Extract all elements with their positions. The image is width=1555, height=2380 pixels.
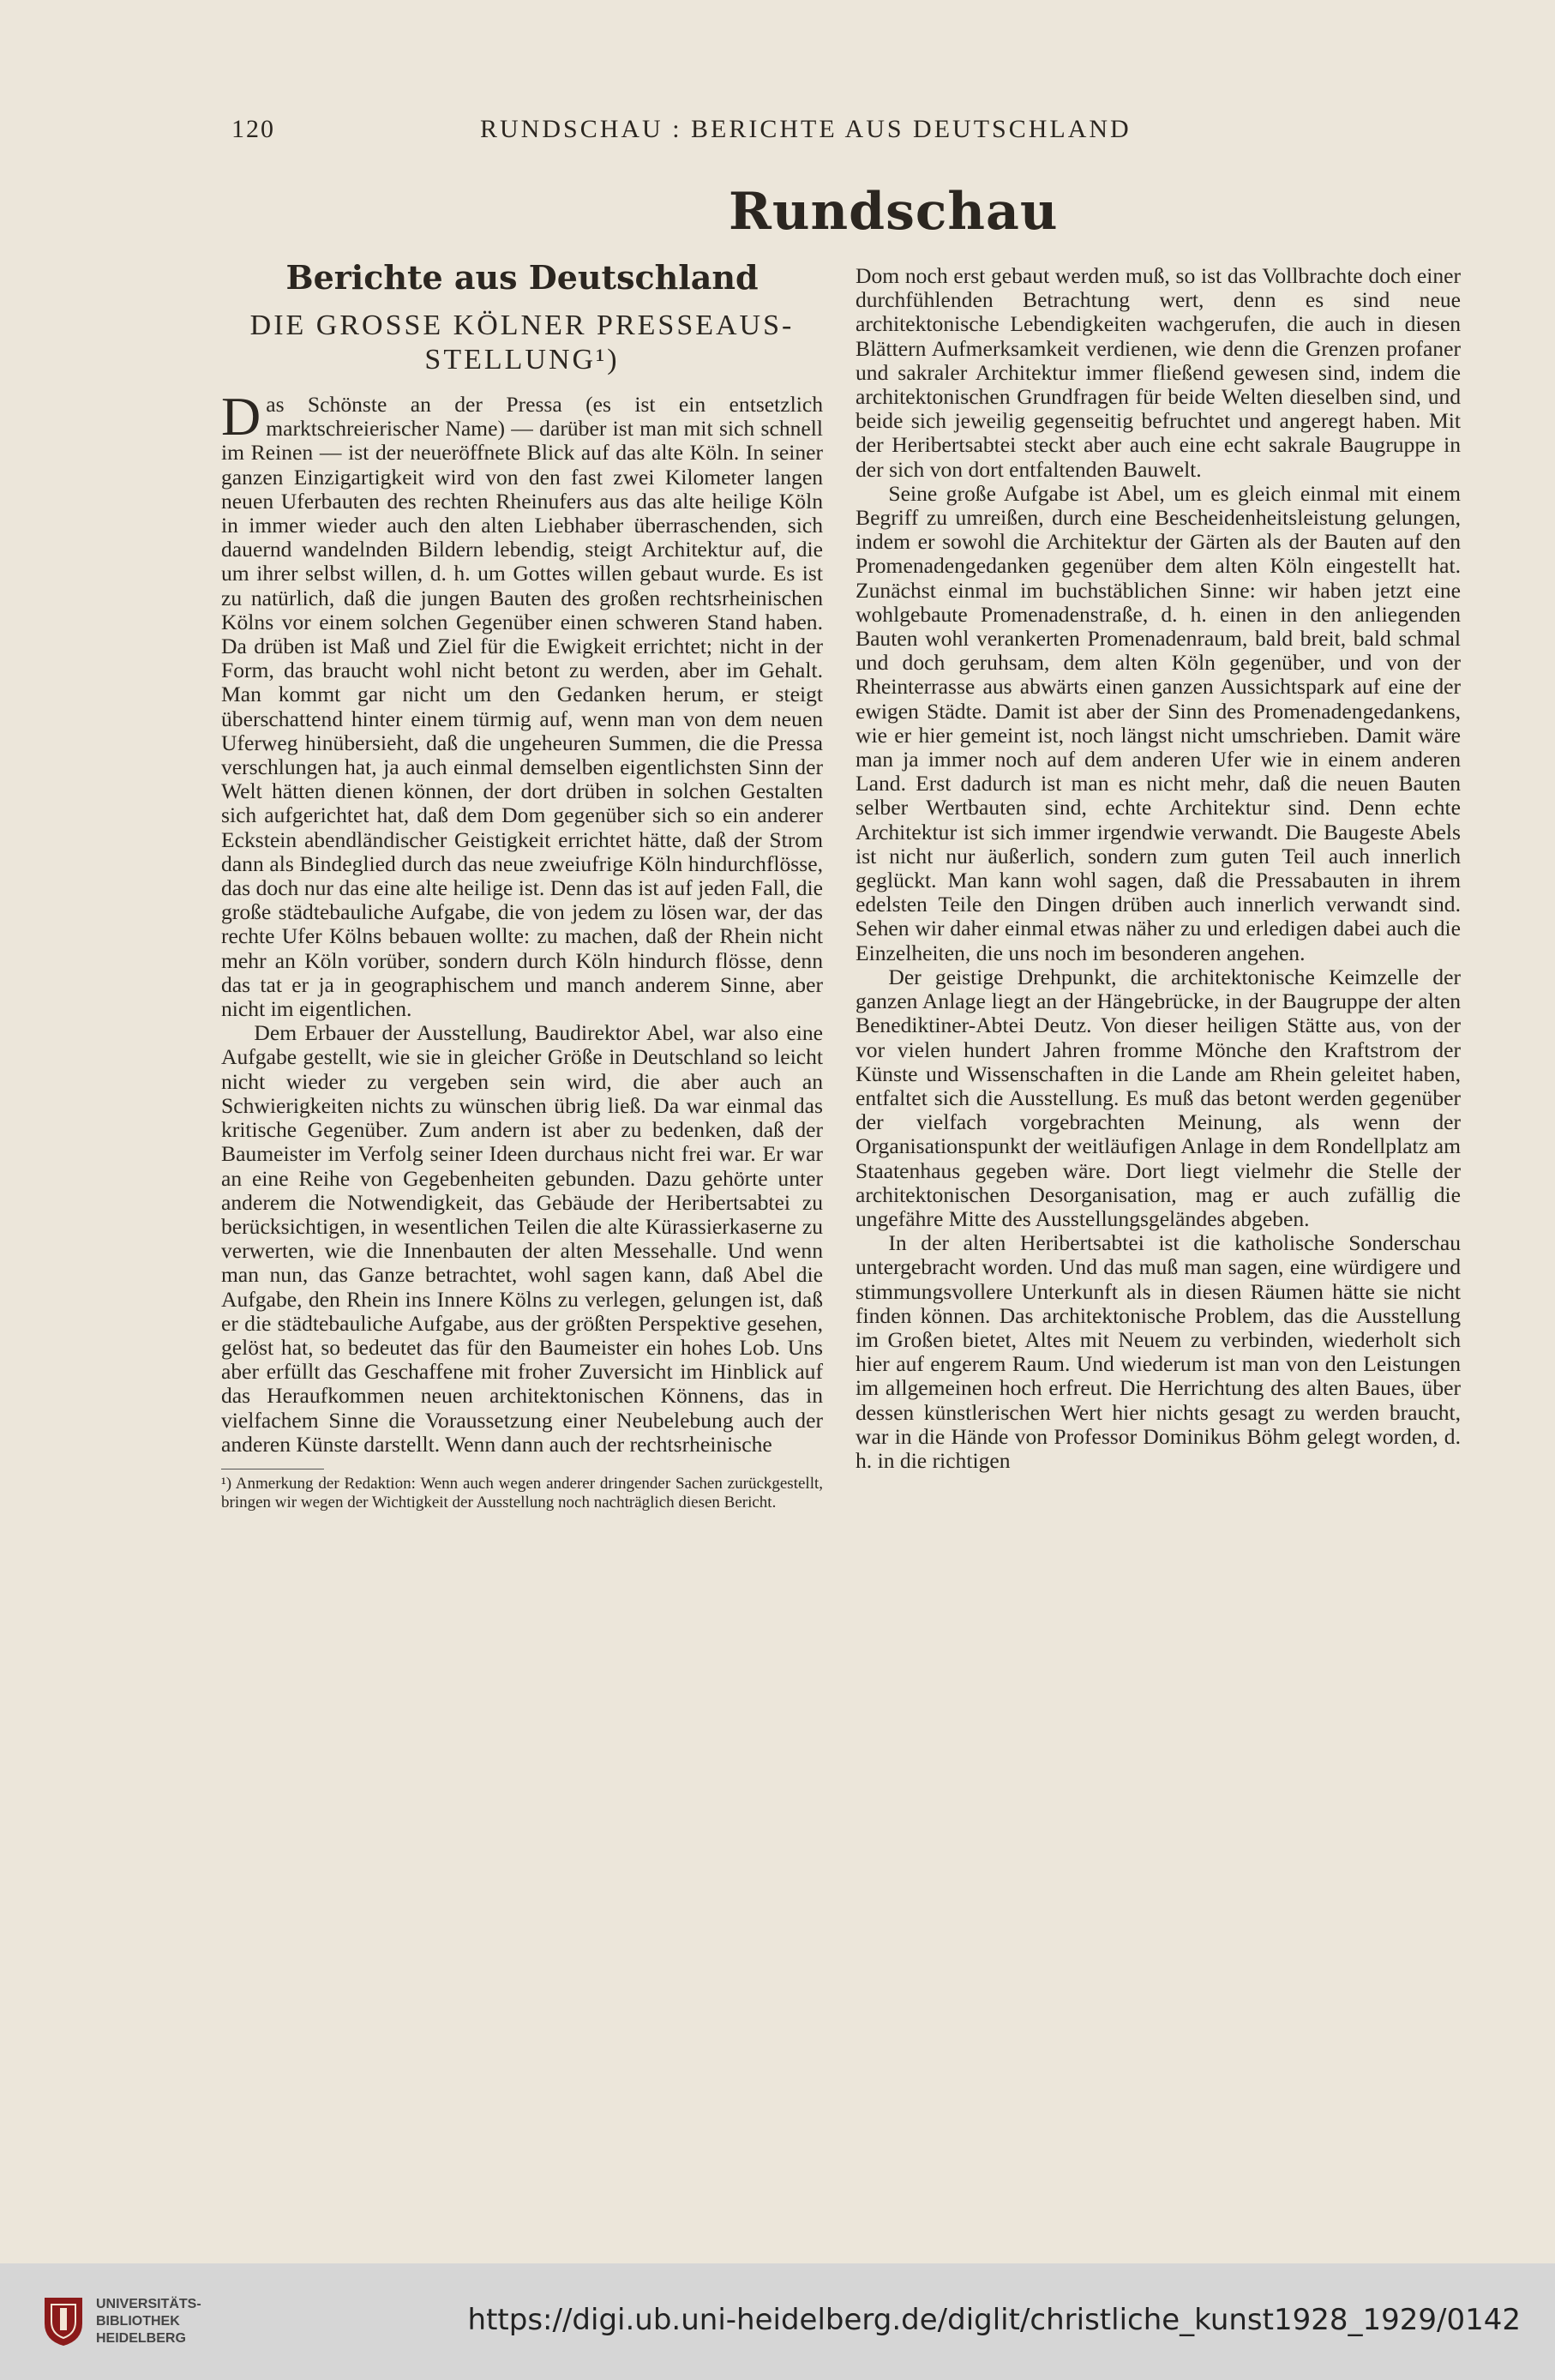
institution-name (96, 2296, 201, 2347)
paragraph: Dem Erbauer der Ausstellung, Baudirektor Abel, war also eine Aufgabe gestellt, wie sie in gleicher Größe in Deutschland so leicht nicht wieder zu vergeben sein wird, die aber auch an Schwierigkeiten nichts zu wünschen übrig ließ. Da war einmal das kritische Gegenüber. Zum andern ist aber zu bedenken, daß der Baumeister im Verfolg seiner Ideen durchaus nicht frei war. Er war an eine Reihe von Gegebenheiten gebunden. Dazu gehörte unter anderem die Notwendigkeit, das Gebäude der Heribertsabtei zu berücksichtigen, in wesentlichen Teilen die alte Kürassierkaserne zu verwerten, wie die Innenbauten der alten Messehalle. Und wenn man nun, das Ganze betrachtet, wohl sagen kann, daß Abel die Aufgabe, den Rhein ins Innere Kölns zu verlegen, gelungen ist, daß er die städtebauliche Aufgabe, aus der größten Perspektive gesehen, gelöst hat, so bedeutet das für den Baumeister ein hohes Lob. Uns aber erfüllt das Geschaffene mit froher Zuversicht im Hinblick auf das Heraufkommen neuen architektonischen Könnens, das in vielfachem Sinne die Voraussetzung einer Neubelebung auch der anderen Künste darstellt. Wenn dann auch der rechtsrheinische (221, 1020, 823, 1457)
institution-line: UNIVERSITÄTS- (96, 2297, 201, 2311)
article-heading: Berichte aus Deutschland (285, 258, 759, 297)
paragraph: Seine große Aufgabe ist Abel, um es gleich einmal mit einem Begriff zu umreißen, durch eine Bescheidenheitsleistung gelungen, indem er sowohl die Architektur der Gärten als der Bauten auf den Promenadengedanken gegenüber dem alten Köln eingestellt hat. Zunächst einmal im buchstäblichen Sinne: wir haben jetzt eine wohlgebaute Promenadenstraße, d. h. einen in den anliegenden Bauten wohl verankerten Promenadenraum, bald breit, bald schmal und doch geruhsam, dem alten Köln gegenüber, und von der Rheinterrasse aus abwärts einen ganzen Aussichtspark auf eine der ewigen Städte. Damit ist aber der Sinn des Promenadengedankens, wie er hier gemeint ist, noch längst nicht umschrieben. Damit wäre man ja immer noch auf dem anderen Ufer wie in einem anderen Land. Erst dadurch ist man es nicht mehr, daß die neuen Bauten selber Wertbauten sind, echte Architektur sind. Denn echte Architektur ist sich immer irgendwie verwandt. Die Baugeste Abels ist nicht nur äußerlich, sondern zum guten Teil auch innerlich geglückt. Man kann wohl sagen, daß die Pressabauten in ihrem edelsten Teile den Dingen drüben auch innerlich verwandt sind. Sehen wir daher einmal etwas näher zu und erledigen dabei auch die Einzelheiten, die uns noch im besonderen angehen. (856, 480, 1461, 965)
footnote: ¹) Anmerkung der Redaktion: Wenn auch wegen anderer dringender Sachen zurückgestellt, bringen wir wegen der Wichtigkeit der Ausstellung noch nachträglich diesen Bericht. (221, 1474, 823, 1512)
paragraph (221, 386, 823, 1022)
right-column (856, 264, 1461, 1473)
paragraph: Dom noch erst gebaut werden muß, so ist das Vollbrachte doch einer durchfühlenden Betrachtung wert, denn es sind neue architektonische Lebendigkeiten wachgerufen, die auch in diesen Blättern Aufmerksamkeit verdienen, wie denn die Grenzen profaner und sakraler Architektur immer fließend gewesen sind, indem die architektonischen Grundfragen für beide Welten dieselben sind, und beide sich jeweilig gegenseitig befruchtet und angeregt haben. Mit der Heribertsabtei steckt aber auch eine echt sakrale Baugruppe in der sich von dort entfaltenden Bauwelt. (856, 263, 1461, 482)
university-seal-icon (41, 2294, 86, 2347)
institution-line: HEIDELBERG (96, 2331, 186, 2346)
left-column (221, 257, 823, 1512)
paragraph: Der geistige Drehpunkt, die architektonische Keimzelle der ganzen Anlage liegt an der Hängebrücke, in der Baugruppe der alten Benediktiner-Abtei Deutz. Von dieser heiligen Stätte aus, von der vor vielen hundert Jahren fromme Mönche den Kraftstrom der Künste und Wissenschaften in die Lande am Rhein geleitet haben, entfaltet sich die Ausstellung. Es muß das betont werden gegenüber der vielfach vorgebrachten Meinung, als wenn der Organisationspunkt der weitläufigen Anlage in dem Rondellplatz am Staatenhaus gegeben wäre. Dort liegt vielmehr die Stelle der architektonischen Desorganisation, mag er auch zufällig die ungefähre Mitte des Ausstellungsgeländes abgeben. (856, 964, 1461, 1231)
paragraph: In der alten Heribertsabtei ist die katholische Sonderschau untergebracht worden. Und das muß man sagen, eine würdigere und stimmungsvollere Unterkunft als in diesen Räumen hätte sie nicht finden können. Das architektonische Problem, das die Ausstellung im Großen bietet, Altes mit Neuem zu verbinden, wiederholt sich hier auf engerem Raum. Und wiederum ist man von den Leistungen im allgemeinen hoch erfreut. Die Herrichtung des alten Baues, über dessen künstlerischen Wert hier nichts gesagt zu werden braucht, war in die Hände von Professor Dominikus Böhm gelegt worden, d. h. in die richtigen (856, 1230, 1461, 1473)
footer-bar (0, 2263, 1555, 2380)
section-title: Rundschau (729, 182, 1059, 242)
institution-line: BIBLIOTHEK (96, 2314, 180, 2329)
paragraph-text: as Schönste an der Pressa (es ist ein entsetzlich marktschreierischer Name) — darüber ist man mit sich schnell im Reinen — ist der neueröffnete Blick auf das alte Köln. In seiner ganzen Einzigartigkeit wird von den fast zwei Kilometer langen neuen Uferbauten des rechten Rheinufers aus das alte heilige Köln in immer wieder auch den alten Liebhaber überraschenden, sich dauernd wandelnden Bildern lebendig, steigt Architektur auf, die um ihrer selbst willen, d. h. um Gottes willen gebaut wurde. Es ist zu natürlich, daß die jungen Bauten des großen rechtsrheinischen Kölns vor einem solchen Gegenüber einen schweren Stand haben. Da drüben ist Maß und Ziel für die Ewigkeit errichtet; nicht in der Form, das braucht wohl nicht betont zu werden, aber im Gehalt. Man kommt gar nicht um den Gedanken herum, er steigt überschattend hinter einem türmig auf, wenn man von dem neuen Uferweg hinübersieht, daß die ungeheuren Summen, die die Pressa verschlungen hat, ja auch einmal demselben eigentlichsten Sinn der Welt hätten dienen können, der dort drüben in solchen Gestalten sich aufgerichtet hat, daß dem Dom gegenüber sich so ein anderer Eckstein abendländischer Geistigkeit errichtet hätte, daß der Strom dann als Bindeglied durch das neue zweiufrige Köln hindurchflösse, das doch nur das eine alte heilige ist. Denn das ist auf jeden Fall, die große städtebauliche Aufgabe, die von jedem zu lösen war, der das rechte Ufer Kölns bebauen wollte: zu machen, daß der Rhein nicht mehr an Köln vorüber, sondern durch Köln hindurch flösse, denn das tat er ja in geographischem und manch anderem Sinne, aber nicht im eigentlichen. (221, 392, 823, 1022)
article-subheading: DIE GROSSE KÖLNER PRESSEAUS-STELLUNG¹) (249, 310, 795, 376)
page-number: 120 (231, 115, 275, 143)
running-head (231, 115, 1452, 153)
permalink-url[interactable]: https://digi.ub.uni-heidelberg.de/diglit/christliche_kunst1928_1929/0142 (467, 2303, 1521, 2337)
running-title: RUNDSCHAU : BERICHTE AUS DEUTSCHLAND (480, 115, 1132, 143)
dropcap: D (221, 386, 261, 447)
